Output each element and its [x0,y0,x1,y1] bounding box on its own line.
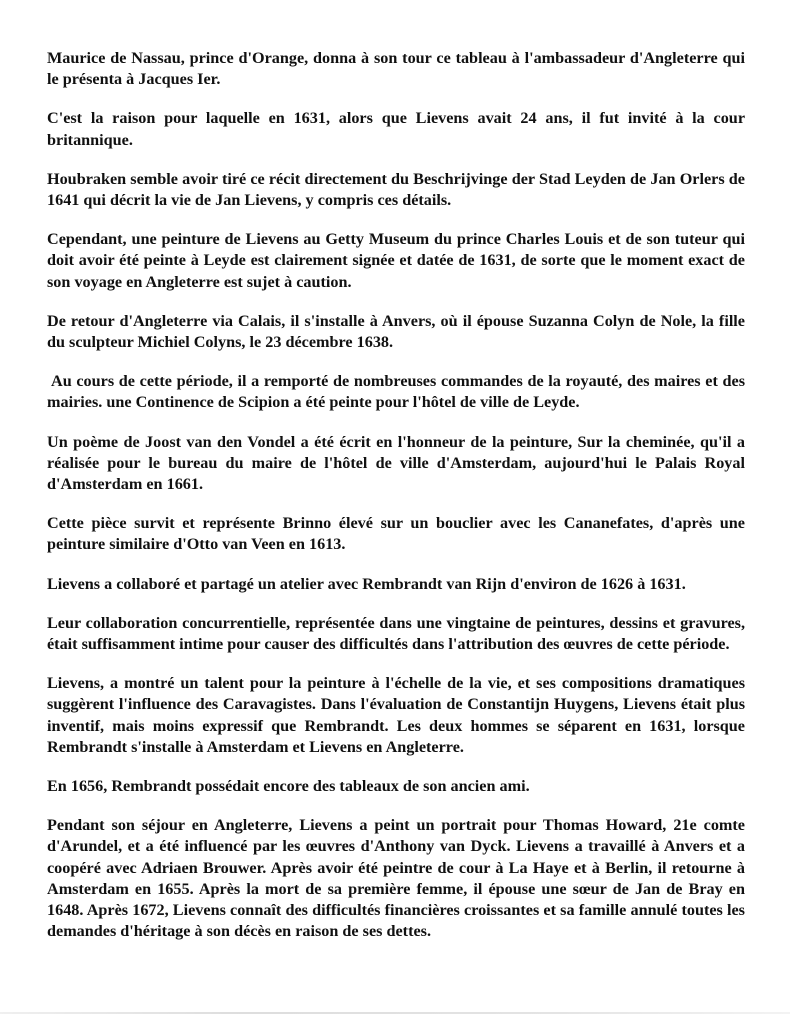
paragraph-11: Lievens, a montré un talent pour la peinture à l'échelle de la vie, et ses compositions dramatiques suggèrent l'influence des Caravagistes. Dans l'évaluation de Constantijn Huygens, Lievens était plus inventif, mais moins expressif que Rembrandt. Les deux hommes se séparent en 1631, lorsque Rembrandt s'installe à Amsterdam et Lievens en Angleterre. [47,674,745,756]
paragraph-8: Cette pièce survit et représente Brinno élevé sur un bouclier avec les Cananefates, d'après une peinture similaire d'Otto van Veen en 1613. [47,514,745,554]
paragraph-1: Maurice de Nassau, prince d'Orange, donna à son tour ce tableau à l'ambassadeur d'Angleterre qui le présenta à Jacques Ier. [47,49,745,89]
paragraph-5: De retour d'Angleterre via Calais, il s'installe à Anvers, où il épouse Suzanna Colyn de Nole, la fille du sculpteur Michiel Colyns, le 23 décembre 1638. [47,311,745,352]
paragraph-12: En 1656, Rembrandt possédait encore des tableaux de son ancien ami. [47,777,530,796]
paragraph-4: Cependant, une peinture de Lievens au Getty Museum du prince Charles Louis et de son tuteur qui doit avoir été peinte à Leyde est clairement signée et datée de 1631, de sorte que le moment exact de son voyage en Angleterre est sujet à caution. [47,230,745,291]
paragraph-13: Pendant son séjour en Angleterre, Lievens a peint un portrait pour Thomas Howard, 21e comte d'Arundel, et a été influencé par les œuvres d'Anthony van Dyck. Lievens a travaillé à Anvers et a coopéré avec Adriaen Brouwer. Après avoir été peintre de cour à La Haye et à Berlin, il retourne à Amsterdam en 1655. Après la mort de sa première femme, il épouse une sœur de Jan de Bray en 1648. Après 1672, Lievens connaît des difficultés financières croissantes et sa famille annulé toutes les demandes d'héritage à son décès en raison de ses dettes. [47,816,745,941]
document-page [47,48,745,961]
paragraph-10: Leur collaboration concurrentielle, représentée dans une vingtaine de peintures, dessins et gravures, était suffisamment intime pour causer des difficultés dans l'attribution des œuvres de cette période. [47,613,745,654]
paragraph-2: C'est la raison pour laquelle en 1631, alors que Lievens avait 24 ans, il fut invité à la cour britannique. [47,109,745,149]
paragraph-6: Au cours de cette période, il a remporté de nombreuses commandes de la royauté, des maires et des mairies. une Continence de Scipion a été peinte pour l'hôtel de ville de Leyde. [47,372,745,412]
paragraph-7: Un poème de Joost van den Vondel a été écrit en l'honneur de la peinture, Sur la cheminée, qu'il a réalisée pour le bureau du maire de l'hôtel de ville d'Amsterdam, aujourd'hui le Palais Royal d'Amsterdam en 1661. [47,432,745,494]
paragraph-3: Houbraken semble avoir tiré ce récit directement du Beschrijvinge der Stad Leyden de Jan Orlers de 1641 qui décrit la vie de Jan Lievens, y compris ces détails. [47,169,745,210]
paragraph-9: Lievens a collaboré et partagé un atelier avec Rembrandt van Rijn d'environ de 1626 à 1631. [47,574,686,593]
scan-edge-divider [0,1012,790,1014]
